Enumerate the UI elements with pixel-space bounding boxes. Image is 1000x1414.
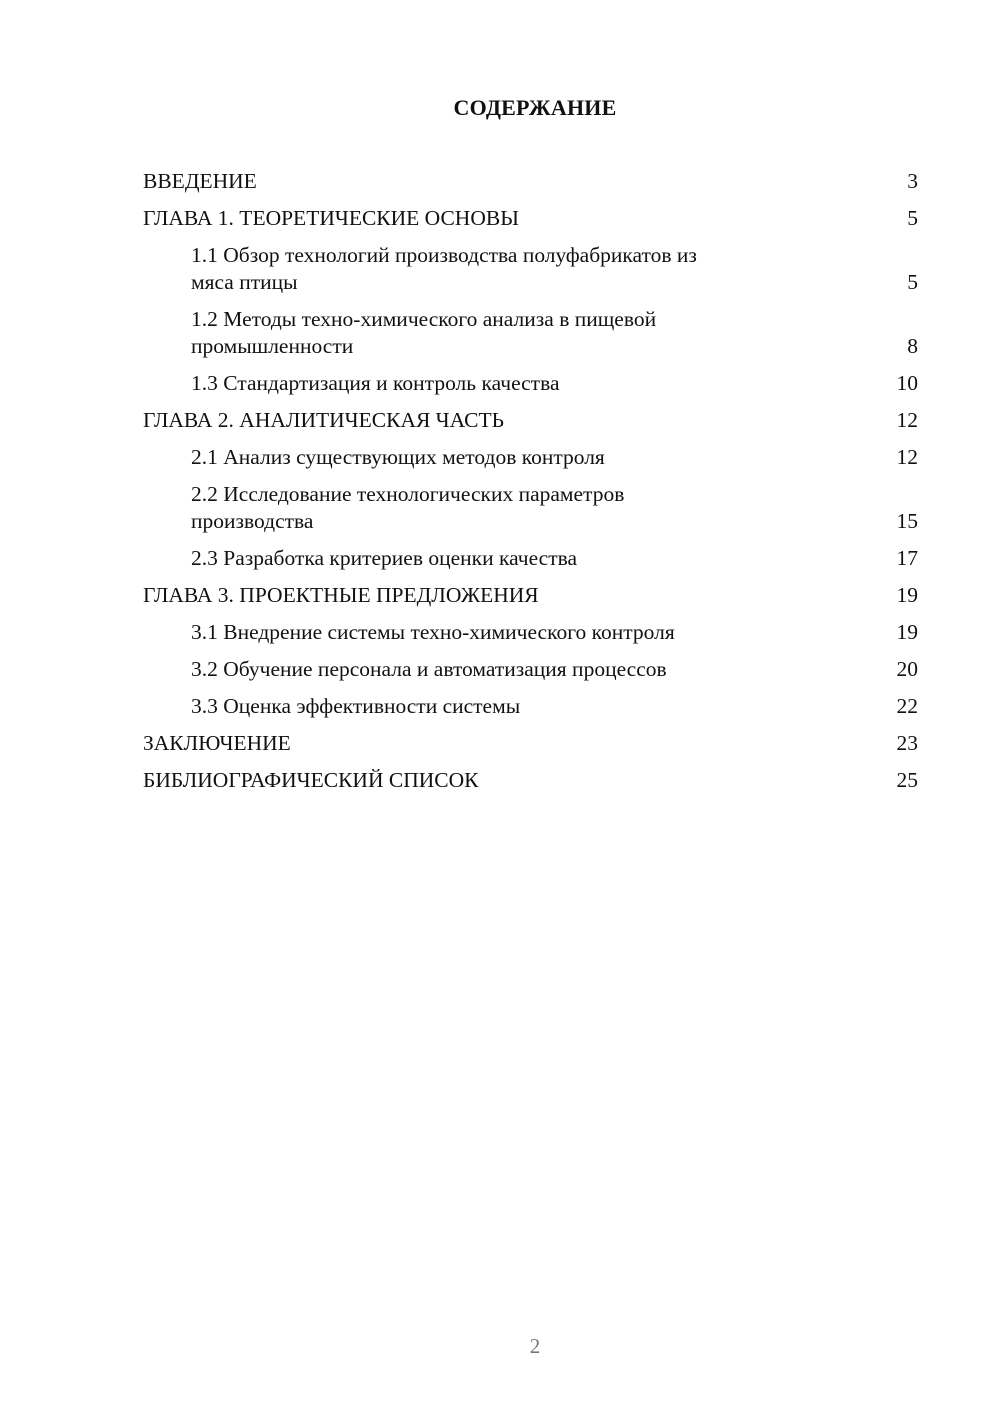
toc-entry-page: 5 [907, 206, 918, 230]
toc-entry-page: 15 [896, 509, 918, 533]
toc-entry-page: 12 [896, 445, 918, 469]
page-number: 2 [529, 1334, 541, 1358]
toc-entry-introduction [143, 168, 918, 195]
toc-entry-section-1-1 [143, 242, 918, 296]
toc-entry-label: 1.1 Обзор технологий производства полуфабрикатов из мяса птицы [191, 243, 697, 294]
toc-entry-page: 5 [907, 270, 918, 294]
toc-entry-label: ВВЕДЕНИЕ [143, 169, 257, 193]
toc-entry-section-2-3 [143, 545, 918, 572]
toc-entry-label: ГЛАВА 2. АНАЛИТИЧЕСКАЯ ЧАСТЬ [143, 408, 504, 432]
toc-entry-bibliography [143, 767, 918, 794]
toc-entry-section-3-3 [143, 693, 918, 720]
page-title: СОДЕРЖАНИЕ [453, 95, 617, 120]
table-of-contents [143, 168, 918, 804]
toc-entry-label: 1.2 Методы техно-химического анализа в пищевой промышленности [191, 307, 657, 358]
toc-entry-page: 19 [896, 620, 918, 644]
toc-entry-page: 25 [896, 768, 918, 792]
toc-entry-page: 10 [896, 371, 918, 395]
toc-entry-conclusion [143, 730, 918, 757]
toc-entry-label: 3.2 Обучение персонала и автоматизация процессов [191, 657, 667, 681]
toc-entry-page: 22 [896, 694, 918, 718]
toc-entry-label: ГЛАВА 1. ТЕОРЕТИЧЕСКИЕ ОСНОВЫ [143, 206, 519, 230]
toc-entry-chapter-3 [143, 582, 918, 609]
toc-entry-section-3-2 [143, 656, 918, 683]
toc-entry-page: 12 [896, 408, 918, 432]
toc-entry-label: 2.1 Анализ существующих методов контроля [191, 445, 605, 469]
toc-entry-section-2-2 [143, 481, 918, 535]
toc-entry-page: 19 [896, 583, 918, 607]
toc-entry-page: 8 [907, 334, 918, 358]
toc-entry-section-2-1 [143, 444, 918, 471]
toc-entry-label: 3.3 Оценка эффективности системы [191, 694, 521, 718]
toc-entry-page: 23 [896, 731, 918, 755]
toc-entry-label: ЗАКЛЮЧЕНИЕ [143, 731, 291, 755]
toc-entry-page: 17 [896, 546, 918, 570]
toc-entry-label: 2.3 Разработка критериев оценки качества [191, 546, 578, 570]
toc-entry-label: 1.3 Стандартизация и контроль качества [191, 371, 560, 395]
toc-entry-label: БИБЛИОГРАФИЧЕСКИЙ СПИСОК [143, 768, 479, 792]
toc-entry-label: ГЛАВА 3. ПРОЕКТНЫЕ ПРЕДЛОЖЕНИЯ [143, 583, 539, 607]
toc-entry-page: 3 [907, 169, 918, 193]
toc-entry-label: 2.2 Исследование технологических параметров производства [191, 482, 625, 533]
toc-entry-section-3-1 [143, 619, 918, 646]
toc-entry-chapter-1 [143, 205, 918, 232]
toc-entry-chapter-2 [143, 407, 918, 434]
toc-entry-page: 20 [896, 657, 918, 681]
toc-entry-section-1-3 [143, 370, 918, 397]
toc-entry-label: 3.1 Внедрение системы техно-химического контроля [191, 620, 675, 644]
toc-entry-section-1-2 [143, 306, 918, 360]
